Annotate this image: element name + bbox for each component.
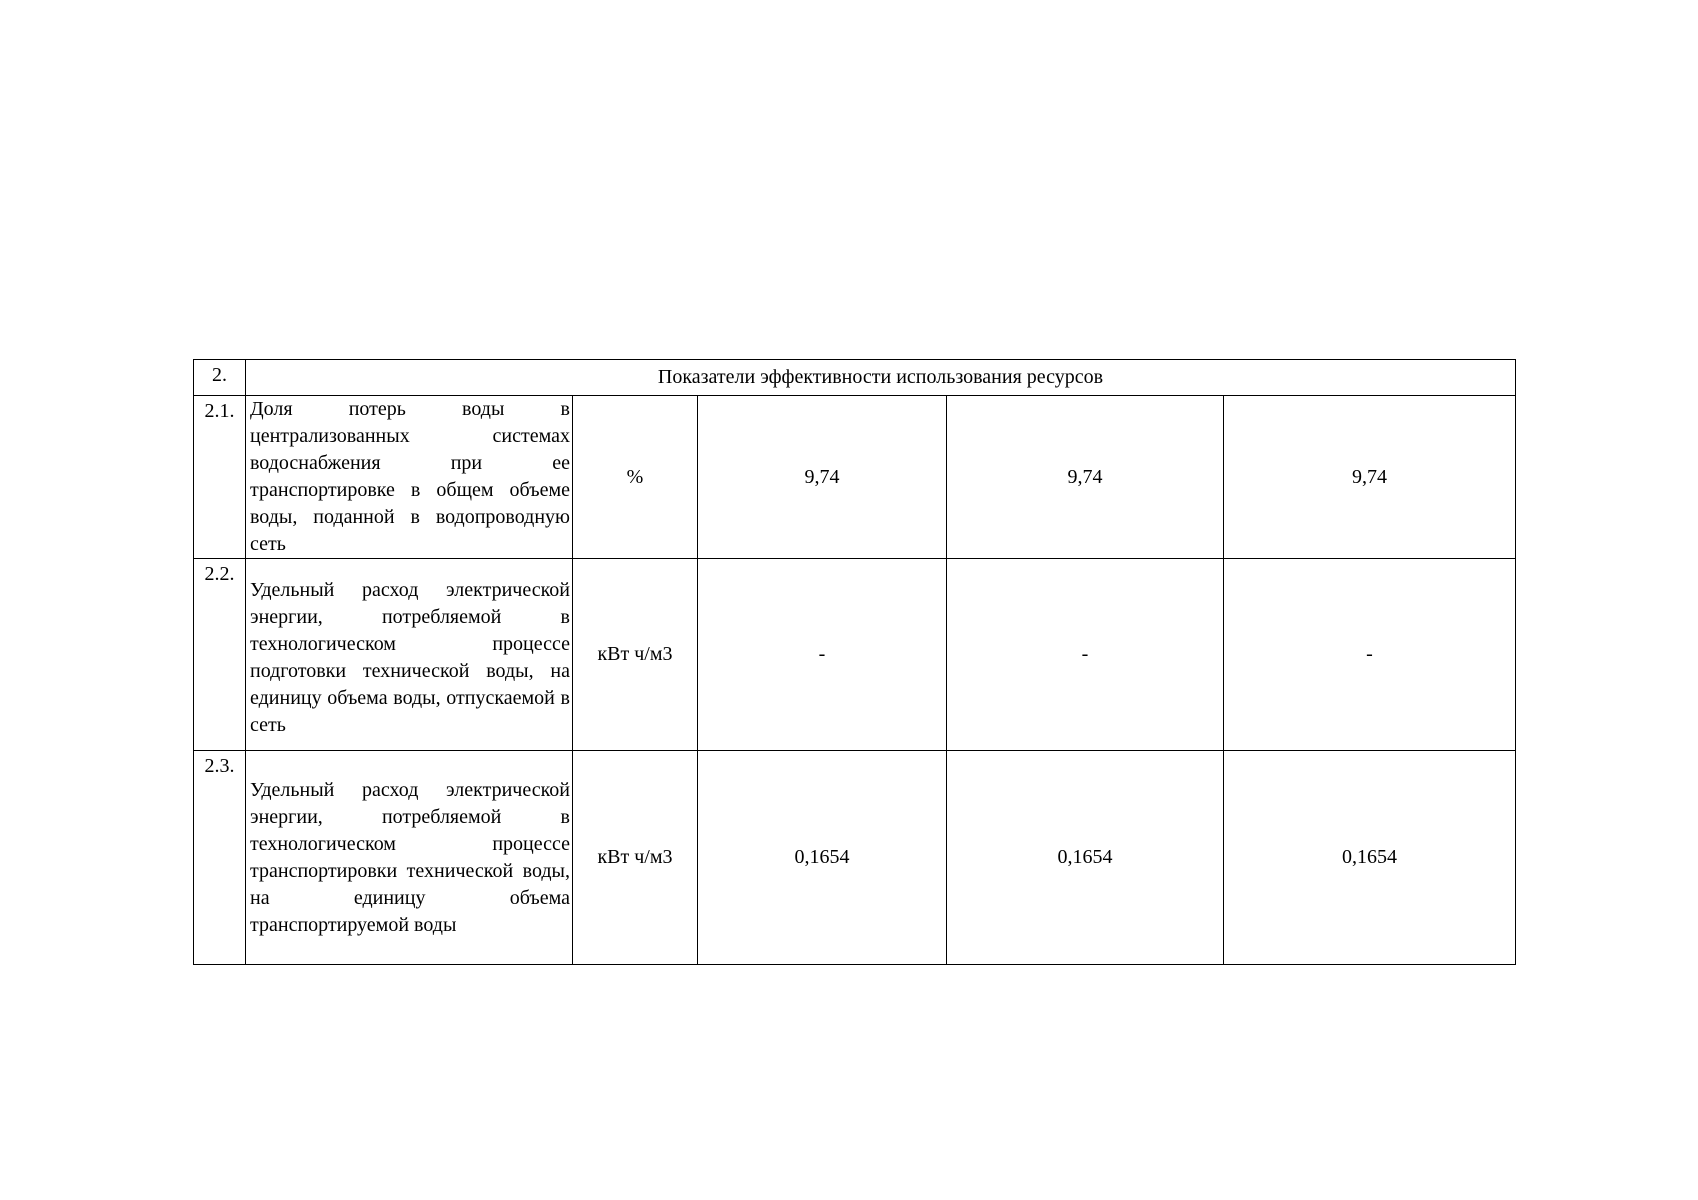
value-cell: - (698, 559, 947, 751)
table-row (194, 396, 1516, 559)
indicator-name (246, 559, 573, 751)
section-header-row (194, 360, 1516, 396)
value-cell: 9,74 (1224, 396, 1516, 559)
table-row (194, 559, 1516, 751)
table-row (194, 751, 1516, 965)
unit-cell: кВт ч/м3 (573, 751, 698, 965)
indicator-name-text: Удельный расход электрической энергии, потребляемой в технологическом процессе подготовки технической воды, на единицу объема воды, отпускаемой в сеть (250, 578, 570, 736)
value-cell: 9,74 (698, 396, 947, 559)
section-title: Показатели эффективности использования ресурсов (246, 360, 1516, 396)
unit-cell: % (573, 396, 698, 559)
indicator-name (246, 751, 573, 965)
indicator-name-text: Удельный расход электрической энергии, потребляемой в технологическом процессе транспортировки технической воды, на единицу объема транспортируемой воды (250, 778, 570, 936)
indicators-table (193, 359, 1516, 965)
unit-cell: кВт ч/м3 (573, 559, 698, 751)
row-number: 2.1. (194, 396, 246, 559)
value-cell: - (947, 559, 1224, 751)
indicator-name-text: Доля потерь воды в централизованных системах водоснабжения при ее транспортировке в общем объеме воды, поданной в водопроводную сеть (250, 398, 570, 555)
row-number: 2.3. (194, 751, 246, 965)
value-cell: 0,1654 (947, 751, 1224, 965)
value-cell: 0,1654 (698, 751, 947, 965)
indicator-name (246, 396, 573, 559)
value-cell: 0,1654 (1224, 751, 1516, 965)
value-cell: - (1224, 559, 1516, 751)
value-cell: 9,74 (947, 396, 1224, 559)
section-number: 2. (194, 360, 246, 396)
row-number: 2.2. (194, 559, 246, 751)
